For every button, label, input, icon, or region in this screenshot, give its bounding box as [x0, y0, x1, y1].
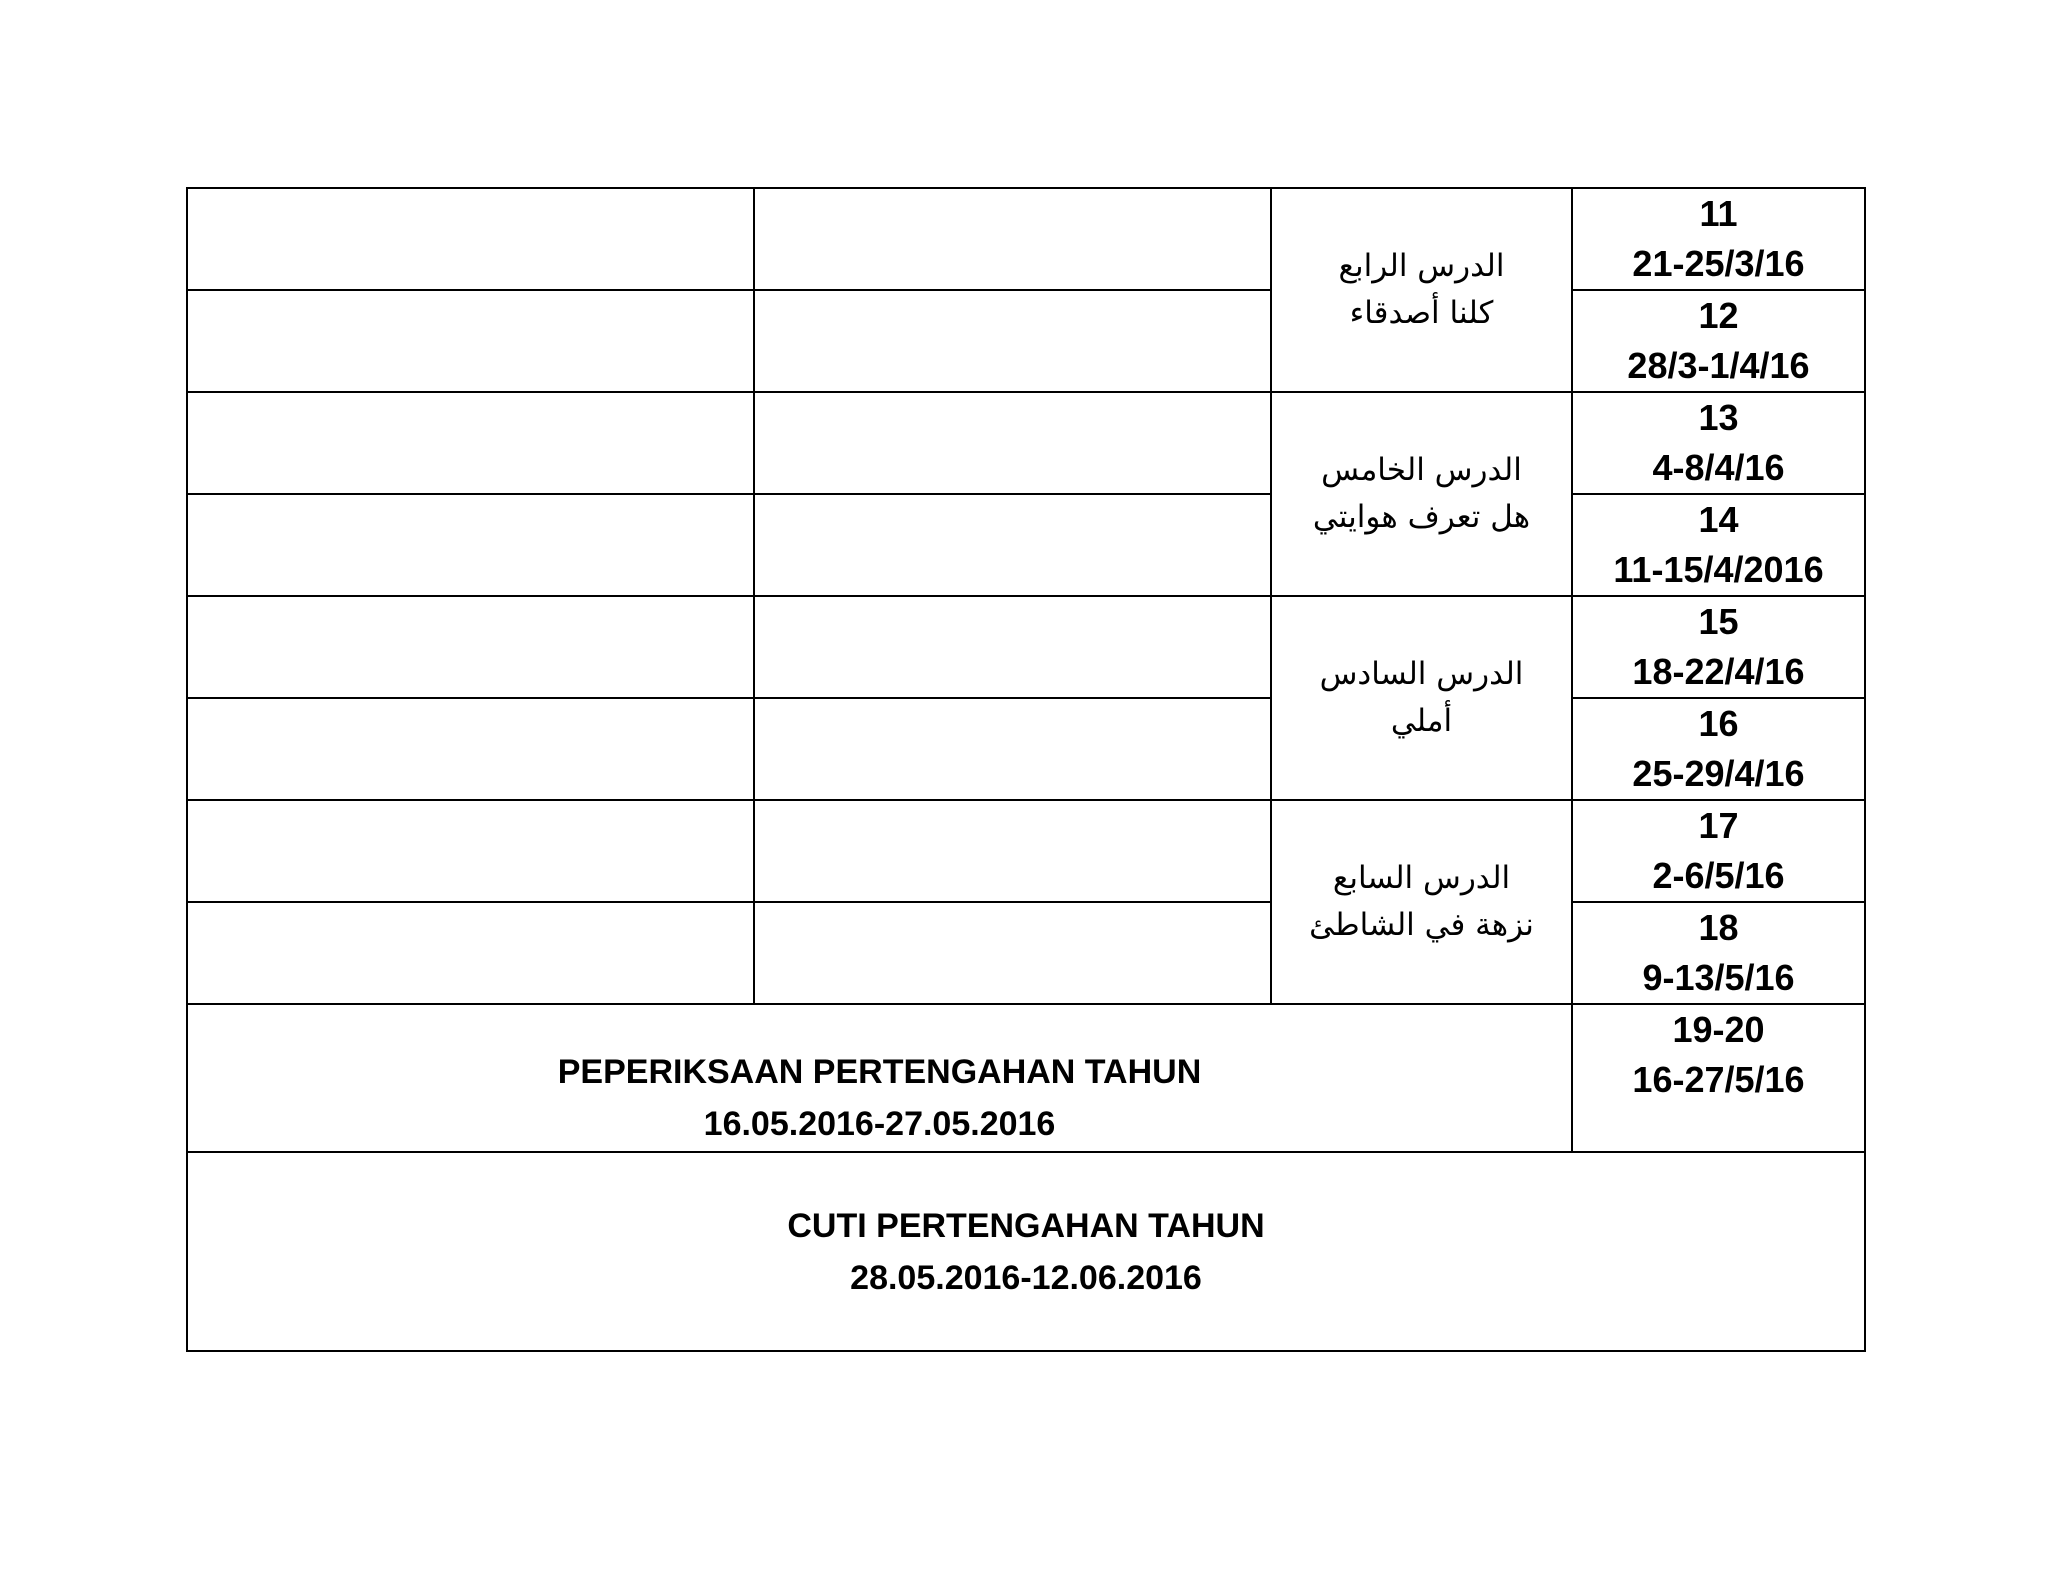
- holiday-date-range: 28.05.2016-12.06.2016: [850, 1258, 1202, 1297]
- week-cell: [1572, 698, 1865, 800]
- week-number: 13: [1698, 397, 1739, 438]
- table-row: [187, 698, 1865, 800]
- empty-cell: [754, 596, 1271, 698]
- lesson-subtitle: كلنا أصدقاء: [1349, 295, 1494, 331]
- table-row: [187, 392, 1865, 494]
- week-dates: 16-27/5/16: [1632, 1059, 1805, 1100]
- exam-week-cell: [1572, 1004, 1865, 1152]
- week-number: 17: [1698, 805, 1739, 846]
- empty-cell: [187, 290, 754, 392]
- table-row: [187, 800, 1865, 902]
- week-number: 15: [1698, 601, 1739, 642]
- lesson-subtitle: هل تعرف هوايتي: [1312, 499, 1531, 535]
- table-row: [187, 902, 1865, 1004]
- exam-row: [187, 1004, 1865, 1152]
- empty-cell: [754, 698, 1271, 800]
- week-cell: [1572, 188, 1865, 290]
- empty-cell: [754, 188, 1271, 290]
- week-number: 12: [1698, 295, 1739, 336]
- week-cell: [1572, 596, 1865, 698]
- lesson-subtitle: أملي: [1390, 703, 1453, 739]
- table-row: [187, 188, 1865, 290]
- table-row: [187, 596, 1865, 698]
- exam-date-range: 16.05.2016-27.05.2016: [703, 1105, 1056, 1143]
- empty-cell: [754, 494, 1271, 596]
- week-cell: [1572, 494, 1865, 596]
- empty-cell: [187, 800, 754, 902]
- week-number: 18: [1698, 907, 1739, 948]
- week-dates: 25-29/4/16: [1632, 753, 1805, 794]
- week-cell: [1572, 902, 1865, 1004]
- empty-cell: [187, 392, 754, 494]
- empty-cell: [187, 494, 754, 596]
- week-cell: [1572, 392, 1865, 494]
- lesson-subtitle: نزهة في الشاطئ: [1309, 907, 1534, 943]
- week-cell: [1572, 290, 1865, 392]
- lesson-title: الدرس السادس: [1319, 656, 1524, 692]
- lesson-cell: [1271, 188, 1572, 392]
- week-dates: 28/3-1/4/16: [1627, 345, 1810, 386]
- lesson-title: الدرس السابع: [1332, 860, 1511, 896]
- week-number: 16: [1698, 703, 1739, 744]
- week-number: 19-20: [1672, 1009, 1765, 1050]
- week-number: 14: [1698, 499, 1739, 540]
- empty-cell: [187, 902, 754, 1004]
- lesson-cell: [1271, 800, 1572, 1004]
- week-number: 11: [1699, 193, 1738, 234]
- week-dates: 2-6/5/16: [1652, 855, 1785, 896]
- exam-title: PEPERIKSAAN PERTENGAHAN TAHUN: [557, 1053, 1202, 1091]
- empty-cell: [187, 188, 754, 290]
- empty-cell: [754, 800, 1271, 902]
- exam-banner: [187, 1004, 1572, 1152]
- lesson-cell: [1271, 392, 1572, 596]
- week-dates: 11-15/4/2016: [1613, 549, 1824, 590]
- week-dates: 4-8/4/16: [1652, 447, 1785, 488]
- table-row: [187, 290, 1865, 392]
- empty-cell: [754, 902, 1271, 1004]
- table-row: [187, 494, 1865, 596]
- week-dates: 9-13/5/16: [1642, 957, 1795, 998]
- empty-cell: [754, 392, 1271, 494]
- empty-cell: [754, 290, 1271, 392]
- lesson-title: الدرس الخامس: [1321, 452, 1522, 488]
- holiday-row: [187, 1152, 1865, 1351]
- holiday-banner: [187, 1152, 1865, 1351]
- week-cell: [1572, 800, 1865, 902]
- lesson-cell: [1271, 596, 1572, 800]
- empty-cell: [187, 698, 754, 800]
- empty-cell: [187, 596, 754, 698]
- lesson-schedule-table: [186, 187, 1866, 1352]
- week-dates: 18-22/4/16: [1632, 651, 1805, 692]
- holiday-title: CUTI PERTENGAHAN TAHUN: [787, 1206, 1265, 1245]
- lesson-title: الدرس الرابع: [1338, 248, 1505, 284]
- week-dates: 21-25/3/16: [1632, 243, 1805, 284]
